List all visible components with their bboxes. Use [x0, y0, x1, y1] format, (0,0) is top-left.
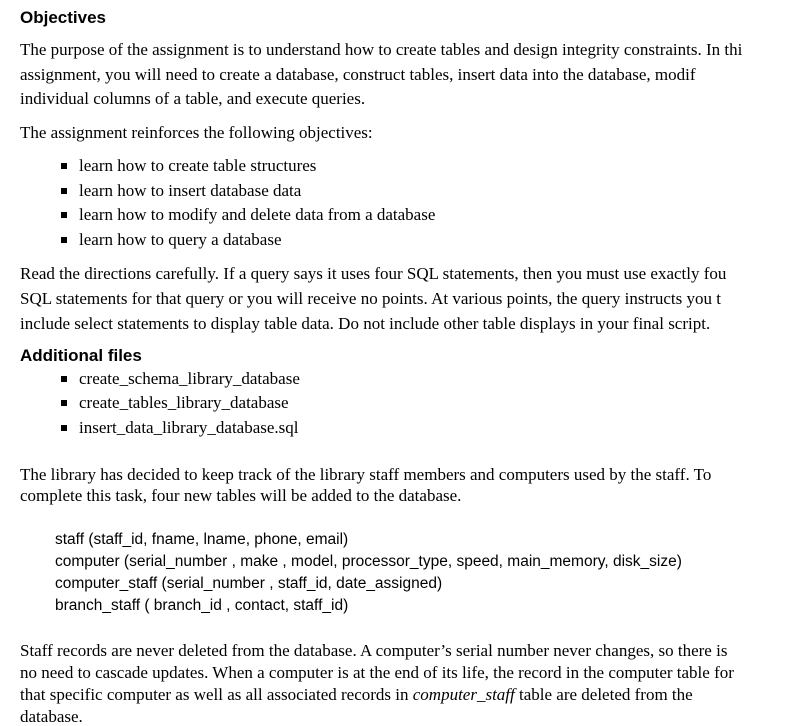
intro-line-2: assignment, you will need to create a database, construct tables, insert data into the database, modif [20, 65, 696, 84]
directions-line-2: SQL statements for that query or you will receive no points. At various points, the query instructs you t [20, 289, 721, 308]
schema-branch-staff: branch_staff ( branch_id , contact, staff_id) [55, 597, 349, 614]
bullet-icon [61, 376, 67, 382]
library-line-1: The library has decided to keep track of the library staff members and computers used by the staff. To [20, 465, 712, 484]
bullet-icon [61, 163, 67, 169]
intro-line-3: individual columns of a table, and execute queries. [20, 89, 366, 108]
directions-line-3: include select statements to display table data. Do not include other table displays in your final script. [20, 314, 711, 333]
staff-records-line-1: Staff records are never deleted from the database. A computer’s serial number never changes, so there is [20, 641, 728, 660]
schema-computer-staff: computer_staff (serial_number , staff_id, date_assigned) [55, 575, 443, 592]
schema-staff: staff (staff_id, fname, lname, phone, email) [55, 531, 349, 548]
staff-records-line-3-start: that specific computer as well as all associated records in [20, 685, 413, 704]
library-line-2: complete this task, four new tables will be added to the database. [20, 486, 462, 505]
computer-staff-italic: computer_staff [412, 685, 515, 704]
bullet-icon [61, 212, 67, 218]
staff-records-line-2: no need to cascade updates. When a computer is at the end of its life, the record in the computer table for [20, 663, 734, 682]
file-name: create_tables_library_database [79, 393, 289, 412]
bullet-icon [61, 425, 67, 431]
staff-records-line-3-end: table are deleted from the [514, 685, 693, 704]
schema-computer: computer (serial_number , make , model, processor_type, speed, main_memory, disk_size) [55, 553, 682, 570]
staff-records-line-4: database. [20, 707, 83, 726]
directions-line-1: Read the directions carefully. If a query says it uses four SQL statements, then you must use exactly fou [20, 264, 727, 283]
objective-item: learn how to insert database data [79, 181, 302, 200]
reinforces-text: The assignment reinforces the following objectives: [20, 123, 373, 142]
objective-item: learn how to modify and delete data from a database [79, 205, 436, 224]
file-name: insert_data_library_database.sql [79, 418, 299, 437]
bullet-icon [61, 237, 67, 243]
additional-files-heading: Additional files [20, 346, 142, 365]
bullet-icon [61, 400, 67, 406]
objective-item: learn how to create table structures [79, 156, 317, 175]
bullet-icon [61, 188, 67, 194]
intro-line-1: The purpose of the assignment is to understand how to create tables and design integrity constraints. In thi [20, 40, 743, 59]
objective-item: learn how to query a database [79, 230, 282, 249]
staff-records-line-3 [20, 684, 693, 706]
file-name: create_schema_library_database [79, 369, 300, 388]
objectives-heading: Objectives [20, 8, 106, 27]
